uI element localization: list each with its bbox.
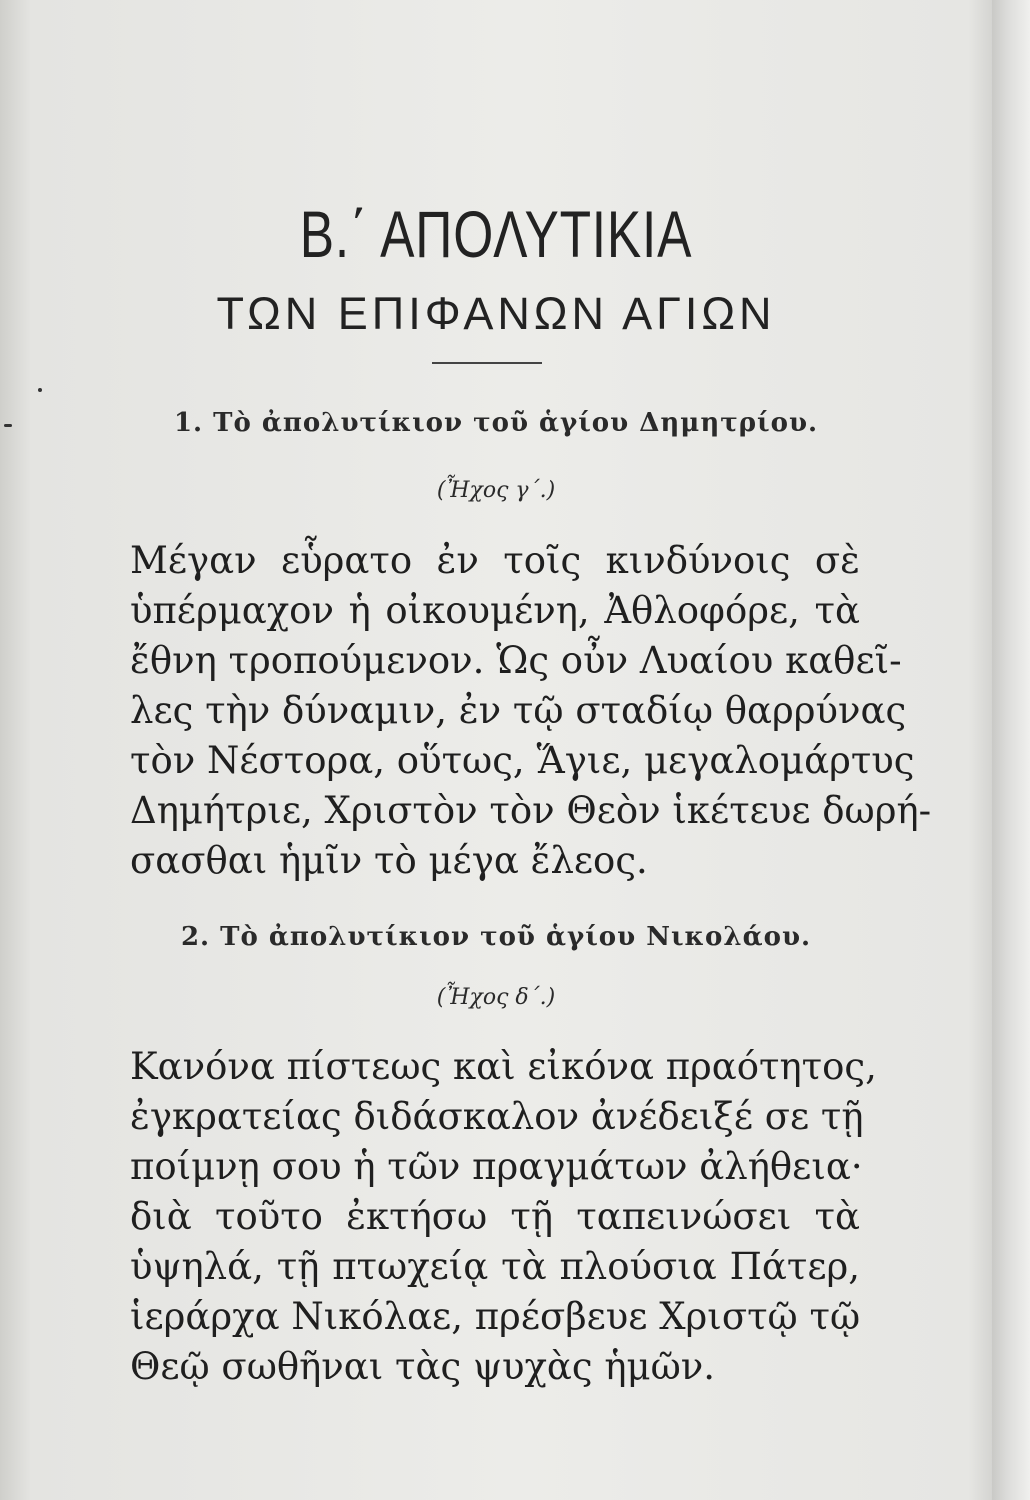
- text-line: σασθαι ἡμῖν τὸ μέγα ἔλεος.: [130, 839, 648, 882]
- margin-ink-mark: [38, 388, 42, 392]
- section-2-text: [130, 1042, 877, 1392]
- text-line: Δημήτριε, Χριστὸν τὸν Θεὸν ἱκέτευε δωρή-: [130, 789, 932, 832]
- page-edge-shadow: [992, 0, 1030, 1500]
- text-line: ἱεράρχα Νικόλαε, πρέσβευε Χριστῷ τῷ: [130, 1295, 861, 1338]
- text-line: ἐγκρατείας διδάσκαλον ἀνέδειξέ σε τῇ: [130, 1095, 864, 1138]
- page-title: Β.΄ ΑΠΟΛΥΤΙΚΙΑ: [299, 197, 693, 271]
- section-2-title: 2. Τὸ ἀπολυτίκιον τοῦ ἁγίου Νικολάου.: [180, 922, 812, 952]
- text-line: λες τὴν δύναμιν, ἐν τῷ σταδίῳ θαρρύνας: [130, 689, 907, 732]
- text-line: Θεῷ σωθῆναι τὰς ψυχὰς ἡμῶν.: [130, 1345, 716, 1388]
- text-line: ὑψηλά, τῇ πτωχείᾳ τὰ πλούσια Πάτερ,: [130, 1245, 860, 1288]
- page-subtitle: ΤΩΝ ΕΠΙΦΑΝΩΝ ΑΓΙΩΝ: [216, 288, 776, 339]
- section-1-tone: (Ἦχος γ΄.): [436, 478, 556, 503]
- text-line: ὑπέρμαχον ἡ οἰκουμένη, Ἀθλοφόρε, τὰ: [130, 589, 860, 632]
- section-1-title: 1. Τὸ ἀπολυτίκιον τοῦ ἁγίου Δημητρίου.: [173, 408, 819, 438]
- text-line: ποίμνῃ σου ἡ τῶν πραγμάτων ἀλήθεια·: [130, 1145, 863, 1188]
- text-line: Κανόνα πίστεως καὶ εἰκόνα πραότητος,: [130, 1045, 877, 1088]
- text-line: ἔθνη τροπούμενον. Ὡς οὖν Λυαίου καθεῖ-: [130, 639, 902, 682]
- text-line: διὰ τοῦτο ἐκτήσω τῇ ταπεινώσει τὰ: [130, 1195, 860, 1238]
- text-line: Μέγαν εὗρατο ἐν τοῖς κινδύνοις σὲ: [130, 539, 860, 582]
- text-line: τὸν Νέστορα, οὕτως, Ἅγιε, μεγαλομάρτυς: [130, 739, 915, 782]
- section-2-tone: (Ἦχος δ΄.): [436, 985, 556, 1010]
- section-1-text: [130, 536, 932, 886]
- title-divider: [432, 362, 542, 364]
